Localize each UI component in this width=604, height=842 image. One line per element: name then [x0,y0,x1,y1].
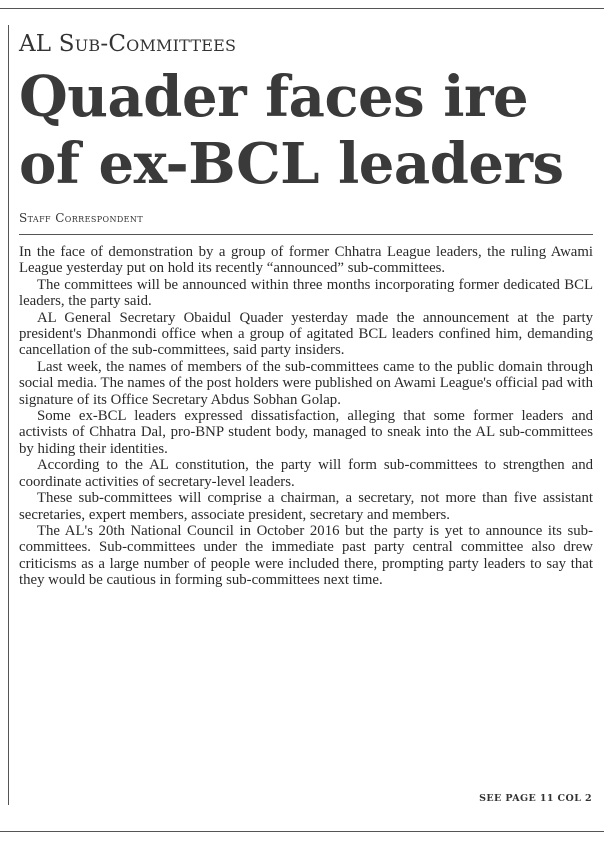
paragraph-7: These sub-committees will comprise a chairman, a secretary, not more than five assistant secretaries, expert members, associate president, secretary and members. [19,490,593,523]
paragraph-1: In the face of demonstration by a group of former Chhatra League leaders, the ruling Awami League yesterday put on hold its recently “announced” sub-committees. [19,244,593,277]
paragraph-6: According to the AL constitution, the party will form sub-committees to strengthen and coordinate activities of secretary-level leaders. [19,457,593,490]
byline: Staff Correspondent [19,211,144,225]
kicker: AL Sub-Committees [19,31,237,57]
paragraph-4: Last week, the names of members of the sub-committees came to the public domain through social media. The names of the post holders were published on Awami League's official pad with signature of its Office Secretary Abdus Sobhan Golap. [19,358,593,408]
left-column-rule [8,25,9,805]
paragraph-2: The committees will be announced within three months incorporating former dedicated BCL leaders, the party said. [19,276,593,310]
bottom-rule [0,831,604,832]
paragraph-5: Some ex-BCL leaders expressed dissatisfaction, alleging that some former leaders and activists of Chhatra Dal, pro-BNP student body, managed to sneak into the AL sub-committees by hiding their identities. [19,408,593,457]
paragraph-8: The AL's 20th National Council in October 2016 but the party is yet to announce its sub-committees. Sub-committees under the immediate past party central committee also drew criticisms as a large number of people were included there, prompting party leaders to say that they would be cautious in forming sub-committees next time. [19,522,593,589]
top-rule [0,8,604,9]
news-article [19,28,593,589]
paragraph-3: AL General Secretary Obaidul Quader yesterday made the announcement at the party president's Dhanmondi office when a group of agitated BCL leaders confined him, demanding cancellation of the sub-committees, said party insiders. [19,309,593,359]
headline: Quader faces ire of ex-BCL leaders [19,64,564,197]
byline-divider [19,234,593,235]
article-body [19,244,593,589]
continuation-jump-link[interactable]: SEE PAGE 11 COL 2 [479,793,592,804]
